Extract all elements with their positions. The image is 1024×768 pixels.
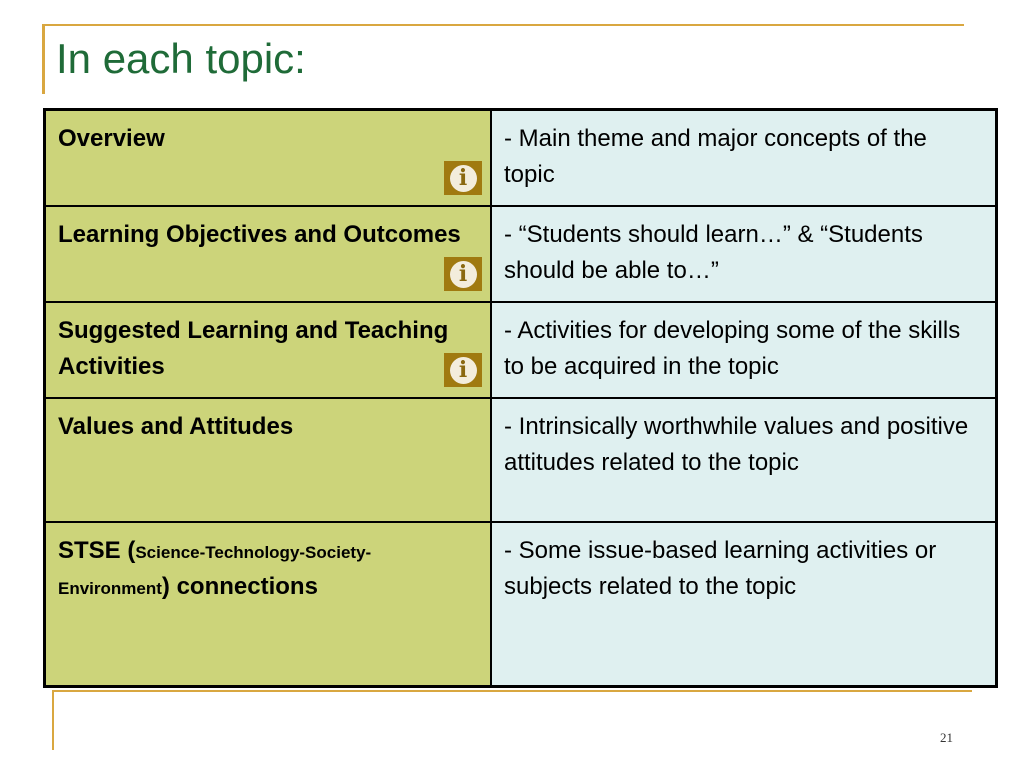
table-row	[45, 398, 997, 522]
info-icon[interactable]: i	[444, 257, 482, 291]
row-label: Overview	[58, 125, 165, 152]
slide-title: In each topic:	[56, 35, 306, 82]
row-description: - Main theme and major concepts of the topic	[504, 125, 927, 188]
row-label: Values and Attitudes	[58, 413, 294, 440]
row-description-cell	[491, 398, 997, 522]
row-label-cell	[45, 398, 492, 522]
top-accent-line	[42, 24, 964, 26]
row-label: Suggested Learning and Teaching Activities	[58, 317, 449, 380]
table-row	[45, 302, 997, 398]
row-label: Learning Objectives and Outcomes	[58, 221, 461, 248]
info-icon[interactable]: i	[444, 353, 482, 387]
bottom-left-accent-line	[52, 690, 54, 750]
row-label-cell	[45, 522, 492, 687]
left-accent-line	[42, 24, 45, 94]
row-label-cell	[45, 302, 492, 398]
row-description-cell	[491, 522, 997, 687]
row-description-cell	[491, 110, 997, 207]
row-description: - Some issue-based learning activities or subjects related to the topic	[504, 537, 937, 600]
row-label-small: Science-Technology-Society-Environment	[58, 543, 372, 598]
table-row	[45, 206, 997, 302]
page-number: 21	[940, 730, 953, 745]
topic-table	[43, 108, 998, 688]
row-label-suffix: ) connections	[161, 573, 318, 600]
bottom-accent-line	[52, 690, 972, 692]
table-row	[45, 522, 997, 687]
info-icon[interactable]: i	[444, 161, 482, 195]
row-description: - Activities for developing some of the skills to be acquired in the topic	[504, 317, 961, 380]
row-description: - “Students should learn…” & “Students should be able to…”	[504, 221, 923, 284]
row-description-cell	[491, 302, 997, 398]
row-label-prefix: STSE (	[58, 537, 136, 564]
row-description-cell	[491, 206, 997, 302]
row-label-cell	[45, 110, 492, 207]
table-row	[45, 110, 997, 207]
row-label-cell	[45, 206, 492, 302]
row-description: - Intrinsically worthwhile values and positive attitudes related to the topic	[504, 413, 969, 476]
